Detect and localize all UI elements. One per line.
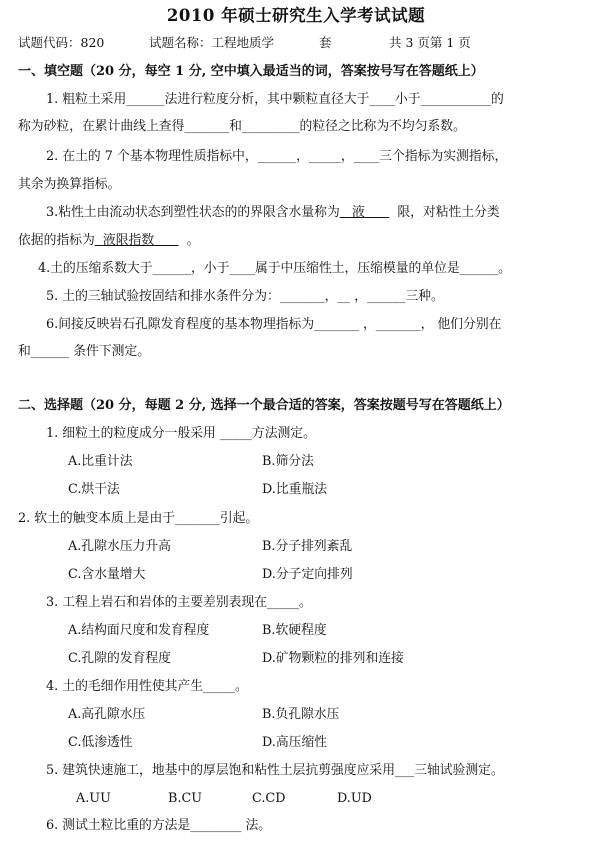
q3-answer-1: 液 [351,205,365,220]
page-count: 共 3 页第 1 页 [389,35,471,50]
mc1-option-a: A.比重计法 [68,454,133,469]
q3-text-d: 。 [186,233,200,248]
q2-line2: 其余为换算指标。 [18,177,121,192]
page-title: 2010 年硕士研究生入学考试试题 [166,6,426,25]
mc1-option-c: C.烘干法 [68,482,120,497]
mc2-option-b: B.分子排列紊乱 [262,539,353,554]
seal-mark: 套 [319,35,332,50]
q1-line2: 称为砂粒，在累计曲线上查得_______和_________的粒径之比称为不均匀系数。 [18,119,466,134]
mc5-option-d: D.UD [337,791,372,806]
mc3-option-d: D.矿物颗粒的排列和连接 [262,651,404,666]
mc5-question: 5. 建筑快速施工，地基中的厚层饱和粘性土层抗剪强度应采用___三轴试验测定。 [46,763,504,778]
exam-subject: 试题名称：工程地质学 [149,35,275,50]
q3-line1 [46,204,500,222]
q6-line1: 6.间接反映岩石孔隙发育程度的基本物理指标为_______ ，_______， 他们分别在 [46,317,502,332]
mc2-option-a: A.孔隙水压力升高 [68,539,171,554]
q3-answer-2: 液限指数 [102,233,155,248]
mc3-option-a: A.结构面尺度和发育程度 [68,623,210,638]
q3-text-a: 3.粘性土由流动状态到塑性状态的的界限含水量称为 [46,205,340,220]
mc3-option-b: B.软硬程度 [262,623,327,638]
mc3-option-c: C.孔隙的发育程度 [68,651,171,666]
mc2-option-d: D.分子定向排列 [262,567,353,582]
q6-line2: 和______ 条件下测定。 [18,344,151,359]
mc2-option-c: C.含水量增大 [68,567,146,582]
q3-text-c: 依据的指标为 [18,233,95,248]
mc5-option-b: B.CU [168,791,203,806]
mc4-option-c: C.低渗透性 [68,735,133,750]
mc2-question: 2. 软土的触变本质上是由于_______引起。 [18,511,259,526]
section-heading-choice: 二、选择题（20 分，每题 2 分, 选择一个最合适的答案，答案按题号写在答题纸上） [18,398,510,413]
mc4-option-b: B.负孔隙水压 [262,707,340,722]
q1-line1: 1. 粗粒土采用______法进行粒度分析，其中颗粒直径大于____小于___________的 [46,92,504,107]
exam-code: 试题代码：820 [18,35,105,50]
mc4-option-a: A.高孔隙水压 [68,707,146,722]
mc4-option-d: D.高压缩性 [262,735,328,750]
mc3-question: 3. 工程上岩石和岩体的主要差别表现在_____。 [46,595,312,610]
mc4-question: 4. 土的毛细作用性使其产生_____。 [46,679,248,694]
q5-line1: 5. 土的三轴试验按固结和排水条件分为：_______，__ ，______三种。 [46,289,444,304]
mc1-option-b: B.筛分法 [262,454,314,469]
mc1-option-d: D.比重瓶法 [262,482,328,497]
section-heading-fill: 一、填空题（20 分，每空 1 分, 空中填入最适当的词，答案按号写在答题纸上） [18,64,484,79]
q2-line1: 2. 在土的 7 个基本物理性质指标中，______，_____，____三个指标为实测指标， [46,149,508,164]
q3-line2 [18,232,199,250]
mc5-option-c: C.CD [252,791,286,806]
mc6-question: 6. 测试土粒比重的方法是________ 法。 [46,818,272,833]
q4-line1: 4.土的压缩系数大于______，小于____属于中压缩性土，压缩模量的单位是______。 [38,261,511,276]
mc5-option-a: A.UU [76,791,111,806]
q3-text-b: 限，对粘性土分类 [397,205,500,220]
mc1-question: 1. 细粒土的粒度成分一般采用 _____方法测定。 [46,426,316,441]
